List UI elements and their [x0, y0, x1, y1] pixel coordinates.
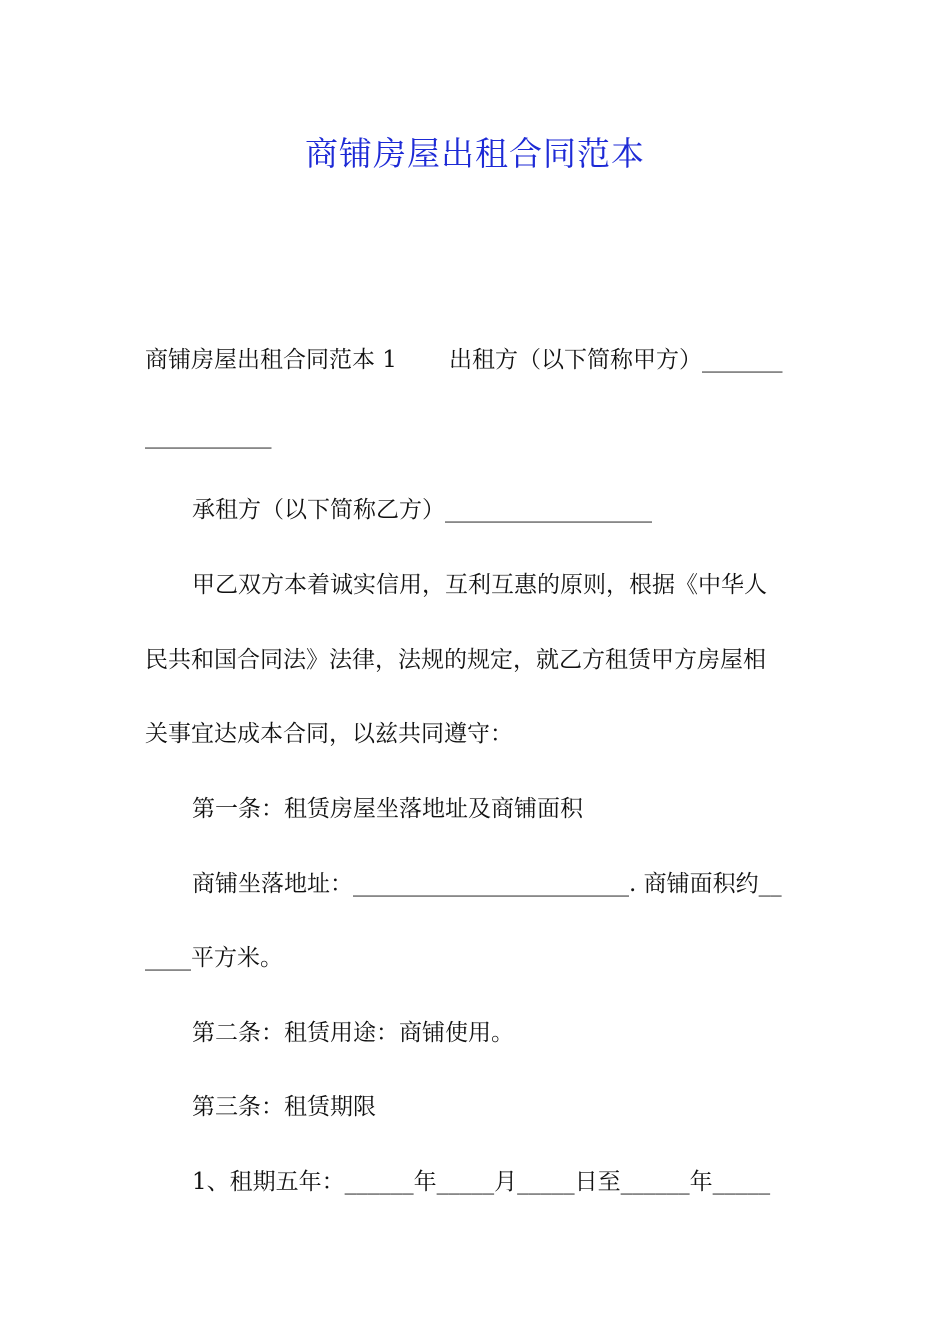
- text-line-area: ____平方米。: [145, 945, 283, 971]
- text-line-term: 1、租期五年：______年_____月_____日至______年_____: [192, 1169, 771, 1195]
- text-line-article-3: 第三条：租赁期限: [192, 1094, 376, 1120]
- document-title: 商铺房屋出租合同范本: [305, 134, 645, 173]
- text-line-address: 商铺坐落地址：________________________. 商铺面积约__: [192, 871, 782, 897]
- section-heading: 商铺房屋出租合同范本 1: [145, 347, 397, 373]
- text-line-intro: [145, 345, 810, 375]
- lessor-field: 出租方（以下简称甲方）_______: [448, 347, 783, 373]
- text-line-article-1: 第一条：租赁房屋坐落地址及商铺面积: [192, 796, 583, 822]
- text-line-preamble-3: 关事宜达成本合同，以兹共同遵守：: [145, 721, 513, 747]
- text-line-preamble-1: 甲乙双方本着诚实信用，互利互惠的原则，根据《中华人: [192, 572, 767, 598]
- text-line-lessor-continued: ___________: [145, 423, 272, 449]
- text-line-preamble-2: 民共和国合同法》法律，法规的规定，就乙方租赁甲方房屋相: [145, 647, 766, 673]
- text-line-lessee: 承租方（以下简称乙方）__________________: [192, 497, 652, 523]
- text-line-article-2: 第二条：租赁用途：商铺使用。: [192, 1020, 514, 1046]
